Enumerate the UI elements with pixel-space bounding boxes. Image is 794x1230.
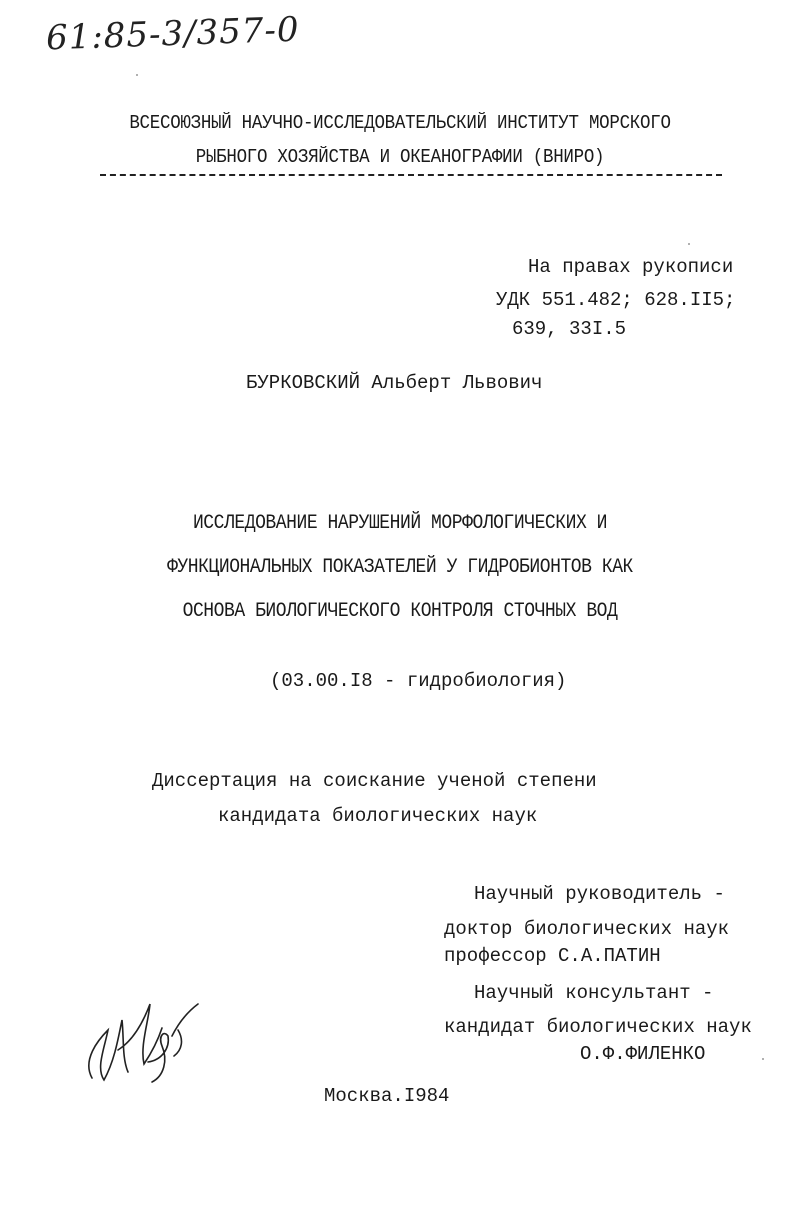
- supervisor-name: профессор С.А.ПАТИН: [444, 945, 661, 967]
- institute-line-1: ВСЕСОЮЗНЫЙ НАУЧНО-ИССЛЕДОВАТЕЛЬСКИЙ ИНСТИТУТ МОРСКОГО: [129, 112, 671, 134]
- udk-line-1: УДК 551.482; 628.II5;: [496, 289, 736, 311]
- specialty-code: (03.00.I8 - гидробиология): [270, 670, 567, 692]
- dashed-divider: [100, 174, 722, 179]
- handwritten-signature: [78, 990, 208, 1090]
- udk-line-2: 639, 33I.5: [512, 318, 627, 340]
- author-name: БУРКОВСКИЙ Альберт Львович: [246, 372, 543, 394]
- supervisor-role: Научный руководитель -: [474, 883, 725, 905]
- degree-line-2: кандидата биологических наук: [218, 805, 538, 827]
- title-line-1: ИССЛЕДОВАНИЕ НАРУШЕНИЙ МОРФОЛОГИЧЕСКИХ И: [192, 512, 608, 535]
- consultant-name: О.Ф.ФИЛЕНКО: [580, 1043, 706, 1065]
- title-line-3: ОСНОВА БИОЛОГИЧЕСКОГО КОНТРОЛЯ СТОЧНЫХ ВОД: [182, 600, 618, 623]
- supervisor-title: доктор биологических наук: [444, 918, 730, 940]
- place-and-year: Москва.I984: [324, 1085, 450, 1107]
- consultant-role: Научный консультант -: [474, 982, 714, 1004]
- manuscript-rights: На правах рукописи: [528, 256, 734, 278]
- archive-number-handwritten: 61:85-3/357-0: [45, 9, 301, 59]
- scan-speck: [688, 243, 690, 245]
- consultant-title: кандидат биологических наук: [444, 1016, 752, 1038]
- scan-speck: [136, 74, 138, 76]
- institute-line-2: РЫБНОГО ХОЗЯЙСТВА И ОКЕАНОГРАФИИ (ВНИРО): [195, 146, 605, 168]
- scan-speck: [762, 1058, 764, 1060]
- degree-line-1: Диссертация на соискание ученой степени: [152, 770, 597, 792]
- title-line-2: ФУНКЦИОНАЛЬНЫХ ПОКАЗАТЕЛЕЙ У ГИДРОБИОНТОВ КАК: [167, 556, 633, 579]
